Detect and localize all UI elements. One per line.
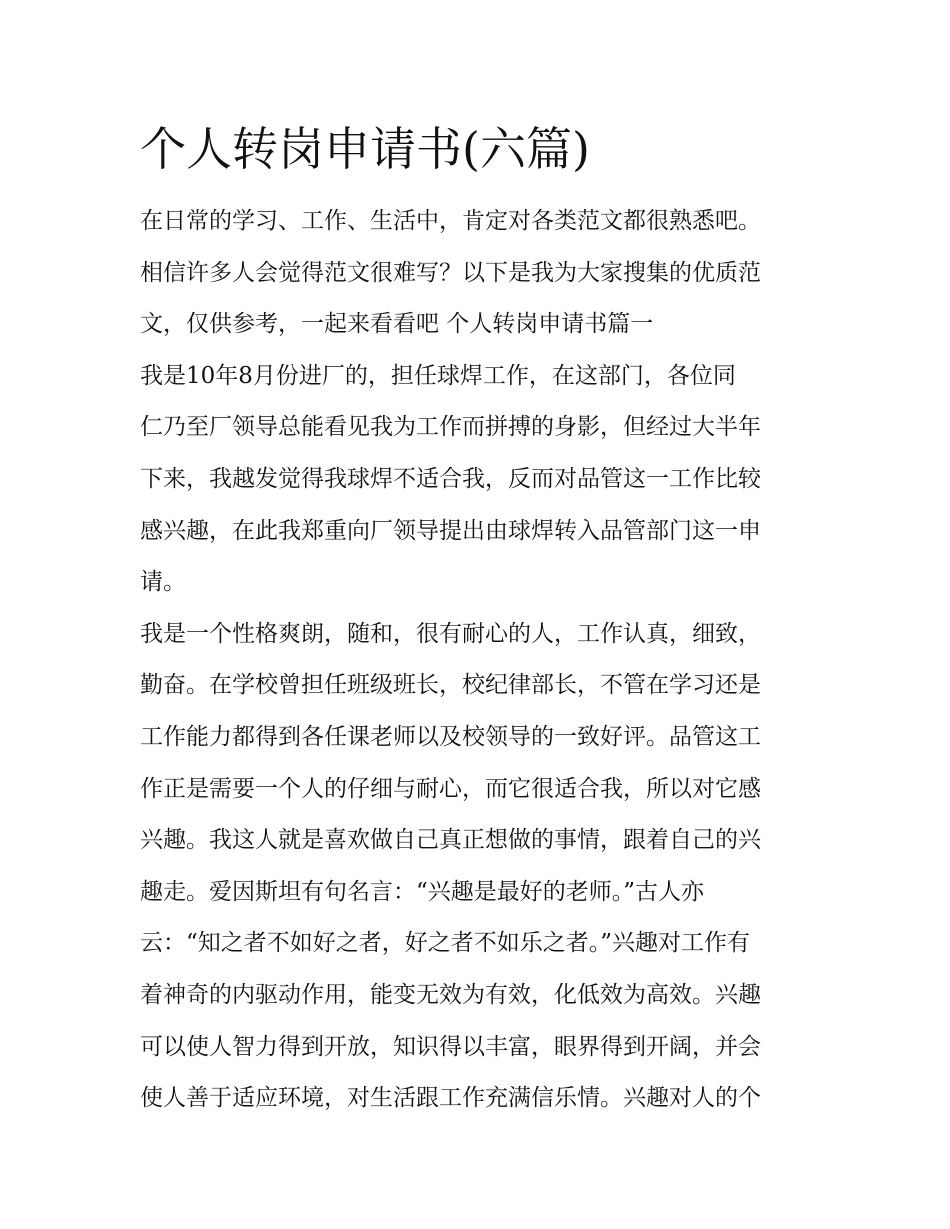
- text-line: 我是一个性格爽朗，随和，很有耐心的人，工作认真，细致，: [140, 620, 761, 647]
- text-line: 工作能力都得到各任课老师以及校领导的一致好评。品管这工: [140, 723, 761, 750]
- text-line: 相信许多人会觉得范文很难写？以下是我为大家搜集的优质范: [140, 259, 761, 286]
- text-line: 在日常的学习、工作、生活中，肯定对各类范文都很熟悉吧。: [140, 208, 761, 234]
- text-line: 勤奋。在学校曾担任班级班长，校纪律部长，不管在学习还是: [140, 672, 761, 699]
- text-line: 感兴趣，在此我郑重向厂领导提出由球焊转入品管部门这一申: [140, 517, 761, 544]
- document-title: 个人转岗申请书(六篇): [140, 122, 590, 176]
- text-line: 我是10年8月份进厂的，担任球焊工作，在这部门，各位同: [140, 362, 736, 389]
- text-line: 仁乃至厂领导总能看见我为工作而拼搏的身影，但经过大半年: [140, 414, 761, 441]
- text-line: 请。: [140, 569, 186, 596]
- text-line: 可以使人智力得到开放，知识得以丰富，眼界得到开阔，并会: [140, 1033, 761, 1060]
- text-line: 云：“知之者不如好之者，好之者不如乐之者。”兴趣对工作有: [140, 930, 751, 957]
- text-line: 使人善于适应环境，对生活跟工作充满信乐情。兴趣对人的个: [140, 1085, 761, 1112]
- text-line: 着神奇的内驱动作用，能变无效为有效，化低效为高效。兴趣: [140, 981, 761, 1008]
- text-line: 作正是需要一个人的仔细与耐心，而它很适合我，所以对它感: [140, 775, 761, 802]
- text-line: 下来，我越发觉得我球焊不适合我，反而对品管这一工作比较: [140, 465, 761, 492]
- text-line: 文，仅供参考，一起来看看吧 个人转岗申请书篇一: [140, 311, 654, 338]
- text-line: 兴趣。我这人就是喜欢做自己真正想做的事情，跟着自己的兴: [140, 827, 761, 854]
- document-body: [140, 196, 840, 1125]
- text-line: 趣走。爱因斯坦有句名言：“兴趣是最好的老师。”古人亦: [140, 878, 705, 905]
